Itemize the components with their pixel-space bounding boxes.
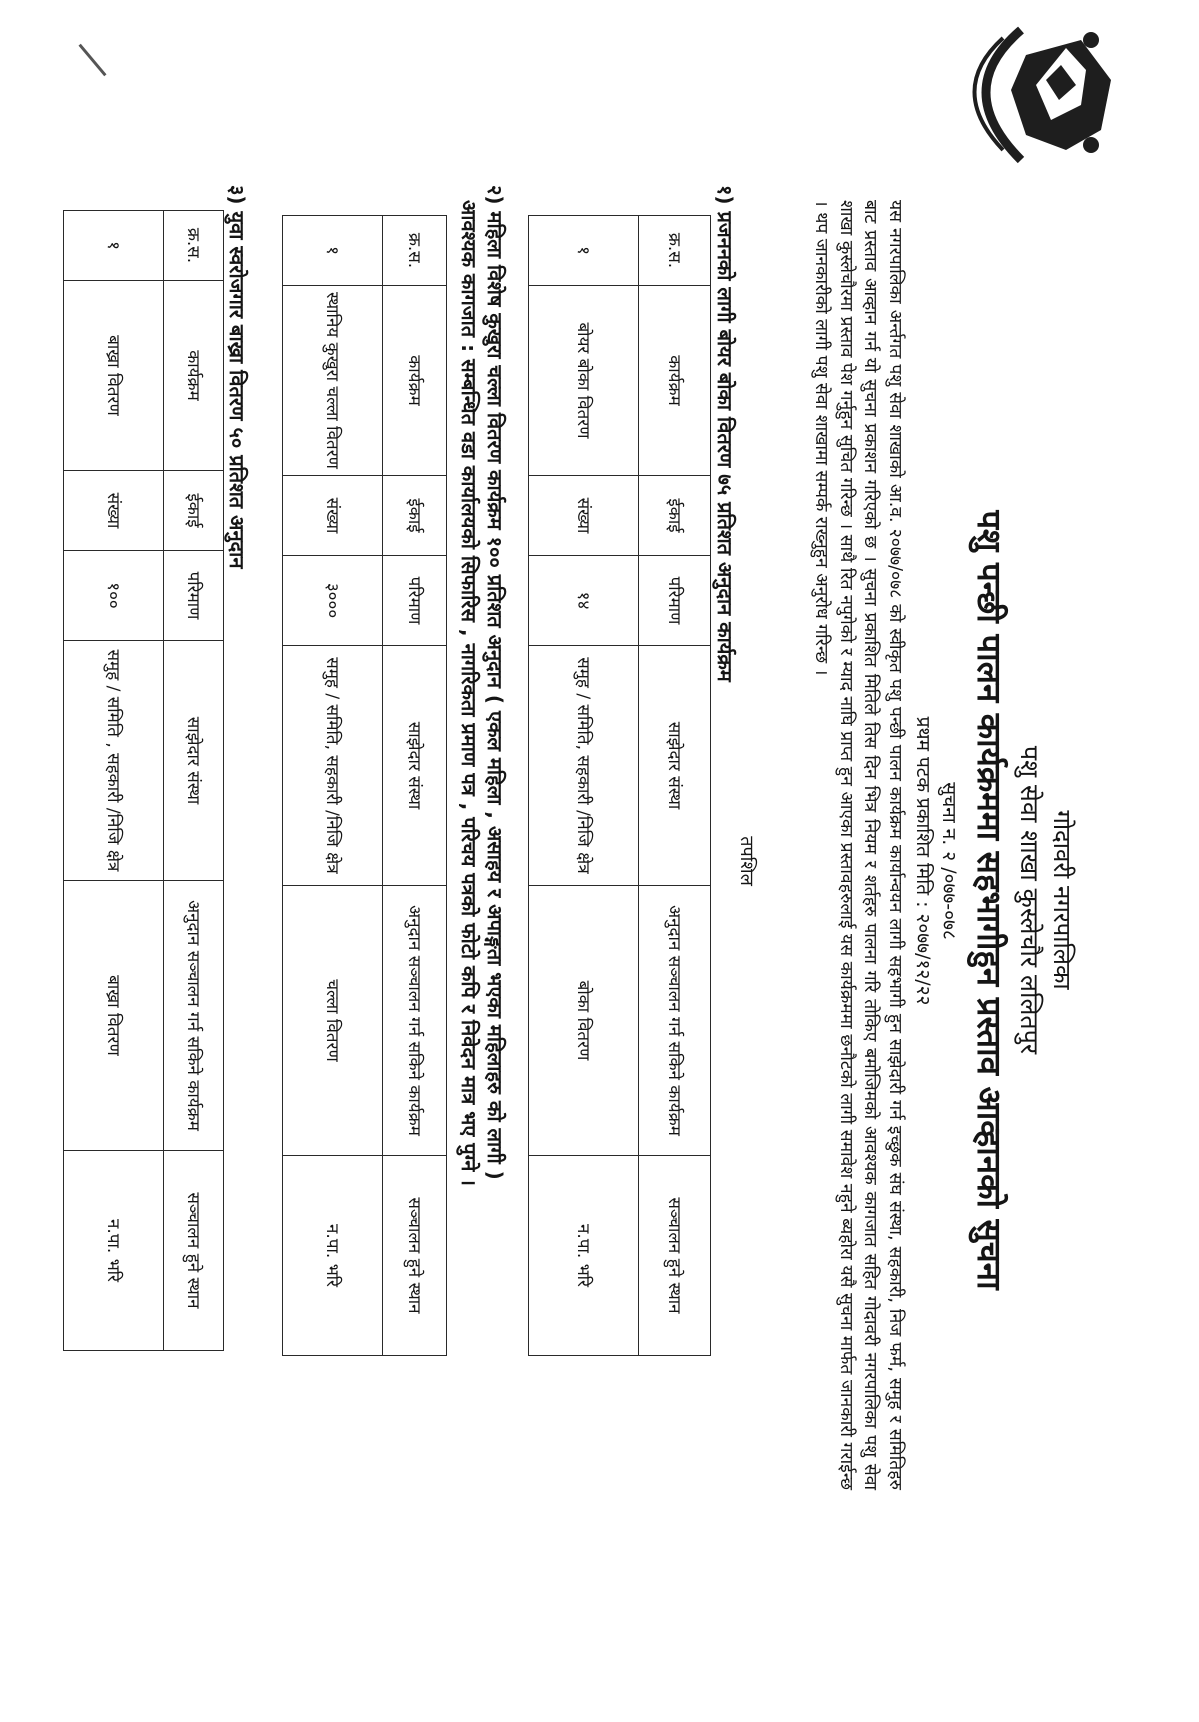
header-cell: क्र.स. — [383, 216, 447, 286]
header-cell: ईकाई — [164, 471, 224, 551]
table-row — [283, 216, 383, 1356]
header-cell: ईकाई — [383, 476, 447, 556]
row-serial: १ — [283, 216, 383, 286]
header-cell: ईकाई — [639, 476, 711, 556]
header-cell: अनुदान सञ्चालन गर्न सकिने कार्यक्रम — [639, 886, 711, 1156]
row-serial: १ — [529, 216, 639, 286]
publish-date: प्रथम पटक प्रकाशित मिति : २०७७/१२/२२ — [912, 716, 934, 1006]
row-partner: समुह / समिति, सहकारी /निजि क्षेत्र — [529, 646, 639, 886]
row-unit: संख्या — [283, 476, 383, 556]
notice-number: सुचना न. २ /०७७-०७८ — [938, 782, 960, 940]
header-cell: साझेदार संस्था — [164, 641, 224, 881]
section-2-documents: आवश्यक कागजात : सम्बन्धित वडा कार्यालयको सिफारिस , नागरिकता प्रमाण पत्र , परिचय पत्रको फोटो कपि र निवेदन मात्र भए पुग्ने । — [457, 200, 481, 1186]
row-quantity: ३००० — [283, 556, 383, 646]
municipality-seal-logo — [941, 10, 1121, 170]
row-location: न.पा. भरि — [64, 1151, 164, 1351]
row-location: न.पा. भरि — [283, 1156, 383, 1356]
table-header-row — [639, 216, 711, 1356]
header-cell: कार्यक्रम — [383, 286, 447, 476]
section-3-heading: ३) युवा स्वरोजगार बाख्रा वितरण ५० प्रतिशत अनुदान — [225, 185, 249, 569]
notice-title: पशु पन्छी पालन कार्यक्रममा सहभागीहुन प्रस्ताव आव्हानको सुचना — [970, 510, 1009, 1290]
section-2-heading: २) महिला विशेष कुखुरा चल्ला वितरण कार्यक्रम १०० प्रतिशत अनुदान ( एकल महिला , असाहय र अपाङ्गता भएका महिलाहरु को लागी ) — [483, 185, 507, 1180]
header-cell: क्र.स. — [639, 216, 711, 286]
row-serial: १ — [64, 211, 164, 281]
row-subsidy-program: बाख्रा वितरण — [64, 881, 164, 1151]
notice-paragraph: यस नगरपालिका अर्न्तगत पशु सेवा शाखाको आ.व. २०७७/०७८ को स्वीकृत पशु पन्छी पालन कार्यक्रम कार्यान्वयन लागी सहभागी हुन साझेदारी गर्न इच्छुक संघ संस्था, सहकारी, निज फर्म, समुह र समितिहरु बाट प्रस्ताव आव्हान गर्न यो सुचना प्रकाशन गरिएको छ । सुचना प्रकाशित मितिले तिस दिन भित्र नियम र शर्तहरु पालना गरि तोकिए बमोजिमको आवश्यक कागजात सहित गोदावरी नगरपालिका पशु सेवा शाखा कुस्लेचौरमा प्रस्ताव पेश गर्नुहुन सुचित गरिन्छ । साथै रित नपुगेको र म्याद नाघि प्राप्त हुन आएका प्रस्तावहरुलाई यस कार्यक्रममा छनौटको लागी समावेश नहुने ब्यहोरा यसै सुचना मार्फत जानकारी गराईन्छ । थप जानकारीको लागी पशु सेवा शाखामा सम्पर्क राख्नुहुन अनुरोध गरिन्छ । — [811, 200, 905, 1490]
section-2-table — [282, 215, 447, 1356]
table-row — [529, 216, 639, 1356]
header-cell: सञ्चालन हुने स्थान — [164, 1151, 224, 1351]
schedule-label: तपशिल — [736, 836, 757, 886]
header-cell: क्र.स. — [164, 211, 224, 281]
row-subsidy-program: बोका वितरण — [529, 886, 639, 1156]
row-unit: संख्या — [64, 471, 164, 551]
row-partner: समुह / समिति, सहकारी /निजि क्षेत्र — [283, 646, 383, 886]
header-cell: सञ्चालन हुने स्थान — [383, 1156, 447, 1356]
header-cell: सञ्चालन हुने स्थान — [639, 1156, 711, 1356]
row-program: बाख्रा वितरण — [64, 281, 164, 471]
header-cell: अनुदान सञ्चालन गर्न सकिने कार्यक्रम — [164, 881, 224, 1151]
municipality-name: गोदावरी नगरपालिका — [1048, 810, 1076, 990]
section-1-table — [528, 215, 711, 1356]
row-subsidy-program: चल्ला वितरण — [283, 886, 383, 1156]
row-unit: संख्या — [529, 476, 639, 556]
header-cell: कार्यक्रम — [639, 286, 711, 476]
header-cell: परिमाण — [383, 556, 447, 646]
row-program: स्थानिय कुखुरा चल्ला वितरण — [283, 286, 383, 476]
header-cell: अनुदान सञ्चालन गर्न सकिने कार्यक्रम — [383, 886, 447, 1156]
table-header-row — [164, 211, 224, 1351]
row-quantity: १४ — [529, 556, 639, 646]
row-location: न.पा. भरि — [529, 1156, 639, 1356]
header-cell: कार्यक्रम — [164, 281, 224, 471]
row-program: बोयर बोका वितरण — [529, 286, 639, 476]
header-cell: परिमाण — [639, 556, 711, 646]
row-quantity: १०० — [64, 551, 164, 641]
header-cell: साझेदार संस्था — [639, 646, 711, 886]
table-header-row — [383, 216, 447, 1356]
table-row — [64, 211, 164, 1351]
pen-mark — [78, 44, 106, 77]
row-partner: समुह / समिति , सहकारी /निजि क्षेत्र — [64, 641, 164, 881]
header-cell: परिमाण — [164, 551, 224, 641]
office-name: पशु सेवा शाखा कुस्लेचौर ललितपुर — [1015, 745, 1044, 1055]
section-3-table — [63, 210, 224, 1351]
header-cell: साझेदार संस्था — [383, 646, 447, 886]
section-1-heading: १) प्रजननको लागी बोयर बोका वितरण ७५ प्रतिशत अनुदान कार्यक्रम — [713, 185, 737, 682]
